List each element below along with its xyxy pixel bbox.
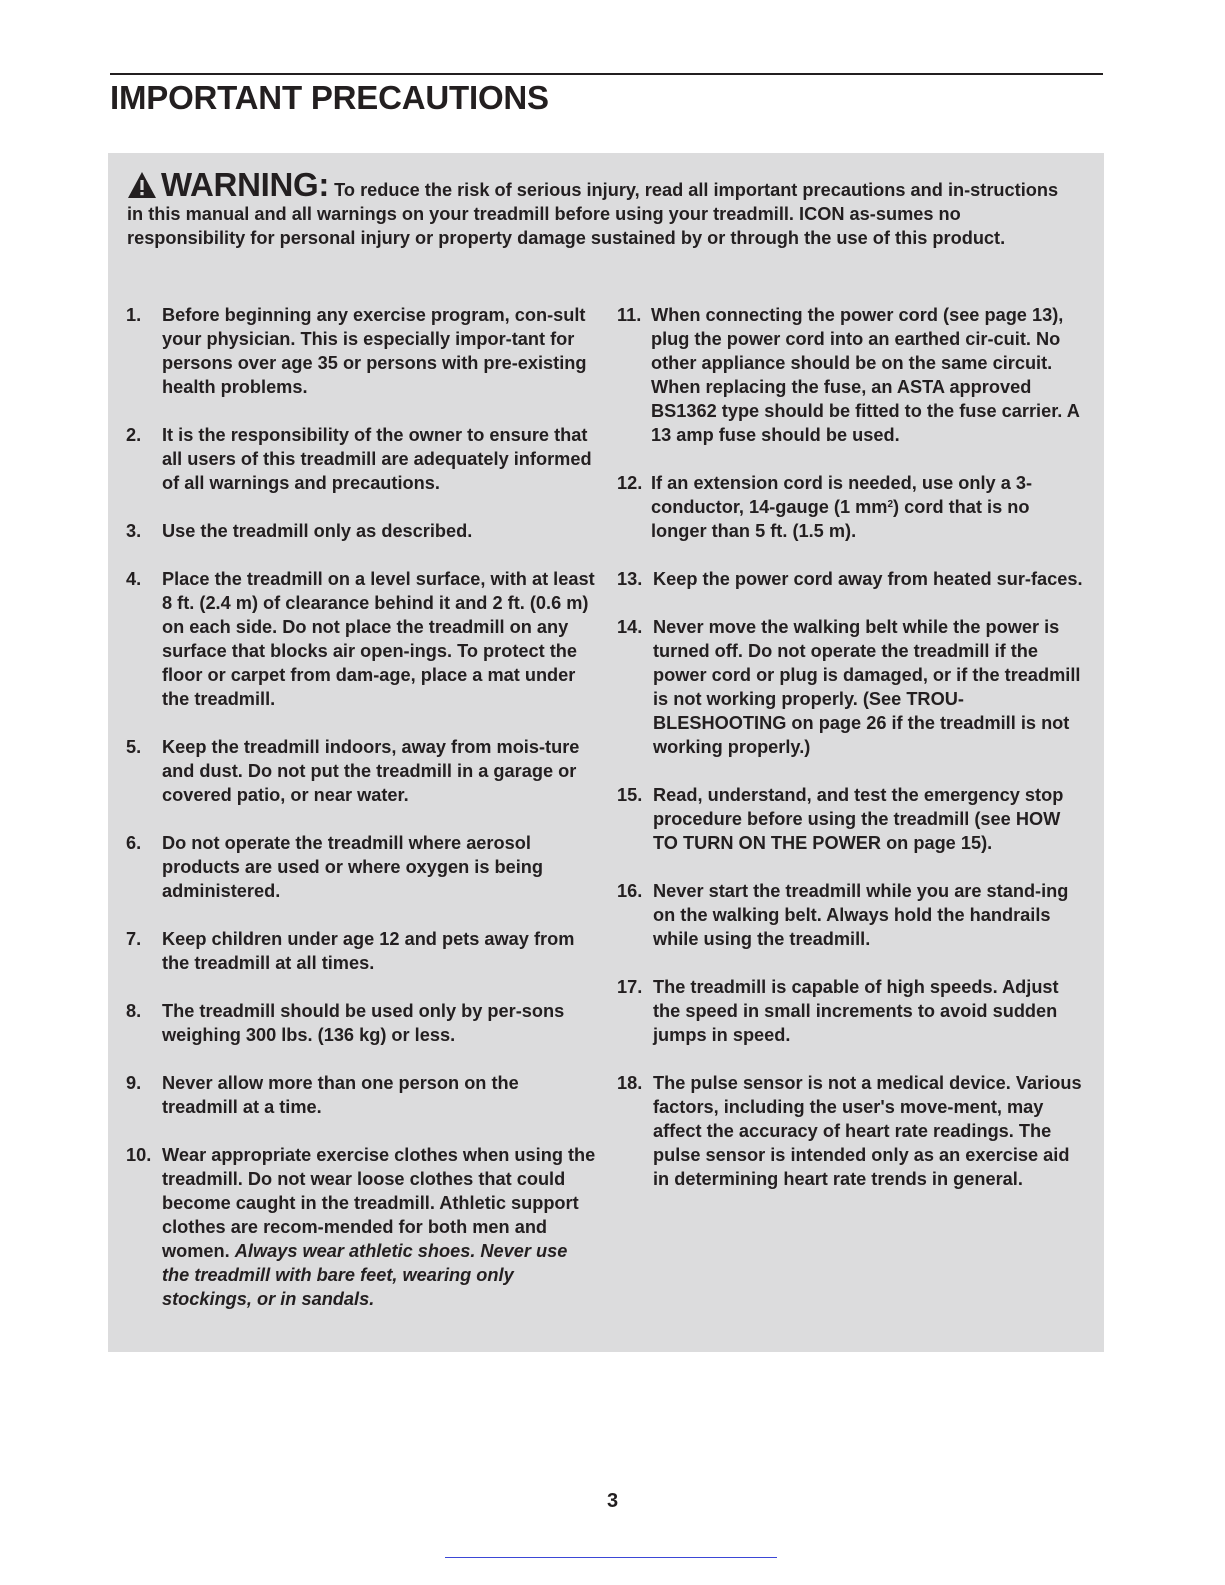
warning-label: WARNING: (161, 166, 330, 203)
item-text: Do not operate the treadmill where aerosol products are used or where oxygen is being administered. (162, 833, 544, 901)
item-text: Keep the treadmill indoors, away from mois-ture and dust. Do not put the treadmill in a garage or covered patio, or near water. (162, 737, 580, 805)
list-item (617, 783, 1087, 855)
item-number: 14. (617, 617, 643, 637)
item-number: 8. (126, 1001, 142, 1021)
item-number: 6. (126, 833, 142, 853)
list-item (126, 927, 596, 975)
list-item (617, 615, 1087, 759)
superscript: 2 (887, 499, 894, 510)
item-text-plain: Wear appropriate exercise clothes when using the treadmill. Do not wear loose clothes that could become caught in the treadmill. Athletic support clothes are recom-mended for both men and women. (162, 1145, 596, 1261)
precautions-panel (108, 153, 1104, 1352)
item-text: Never allow more than one person on the treadmill at a time. (162, 1073, 519, 1117)
item-text: The treadmill is capable of high speeds. Adjust the speed in small increments to avoid sudden jumps in speed. (653, 977, 1059, 1045)
item-text: Keep the power cord away from heated sur-faces. (653, 569, 1083, 589)
list-item (126, 423, 596, 495)
list-item (126, 999, 596, 1047)
footer-link-underline (445, 1557, 777, 1558)
list-item (126, 519, 596, 543)
warning-heading (127, 166, 329, 203)
item-number: 10. (126, 1145, 152, 1165)
warning-block (127, 166, 1079, 250)
right-column (617, 303, 1087, 1215)
item-text: When connecting the power cord (see page 13), plug the power cord into an earthed cir-cuit. No other appliance should be on the same circuit. When replacing the fuse, an ASTA approved BS1362 type should be fitted to the fuse carrier. A 13 amp fuse should be used. (651, 305, 1080, 445)
item-text-before: If an extension cord is needed, use only a 3-conductor, 14-gauge (1 mm (651, 473, 1033, 517)
list-item (617, 471, 1087, 543)
item-number: 1. (126, 305, 142, 325)
page-number: 3 (606, 1490, 619, 1512)
item-text: Place the treadmill on a level surface, with at least 8 ft. (2.4 m) of clearance behind it and 2 ft. (0.6 m) on each side. Do not place the treadmill on any surface that blocks air open-ings. To protect the floor or carpet from dam-age, place a mat under the treadmill. (162, 569, 595, 709)
item-number: 9. (126, 1073, 142, 1093)
title-rule (110, 73, 1103, 75)
item-text-emphasis: Always wear athletic shoes. Never use the treadmill with bare feet, wearing only stockings, or in sandals. (162, 1241, 568, 1309)
item-text: Keep children under age 12 and pets away from the treadmill at all times. (162, 929, 575, 973)
item-text: The treadmill should be used only by per-sons weighing 300 lbs. (136 kg) or less. (162, 1001, 565, 1045)
left-column (126, 303, 596, 1335)
list-item (617, 303, 1087, 447)
item-number: 3. (126, 521, 142, 541)
list-item (126, 567, 596, 711)
item-number: 5. (126, 737, 142, 757)
item-text: The pulse sensor is not a medical device. Various factors, including the user's move-ment, may affect the accuracy of heart rate readings. The pulse sensor is intended only as an exercise aid in determining heart rate trends in general. (653, 1073, 1082, 1189)
item-number: 16. (617, 881, 643, 901)
item-text: Read, understand, and test the emergency stop procedure before using the treadmill (see HOW TO TURN ON THE POWER on page 15). (653, 785, 1064, 853)
item-number: 18. (617, 1073, 643, 1093)
item-text: Before beginning any exercise program, con-sult your physician. This is especially impor-tant for persons over age 35 or persons with pre-existing health problems. (162, 305, 587, 397)
item-text: Use the treadmill only as described. (162, 521, 473, 541)
item-number: 4. (126, 569, 142, 589)
list-item (126, 1143, 596, 1311)
item-text: It is the responsibility of the owner to ensure that all users of this treadmill are adequately informed of all warnings and precautions. (162, 425, 592, 493)
list-item (126, 735, 596, 807)
list-item (126, 831, 596, 903)
item-number: 2. (126, 425, 142, 445)
list-item (126, 303, 596, 399)
item-number: 12. (617, 473, 643, 493)
item-number: 11. (617, 305, 642, 325)
item-text: Never start the treadmill while you are stand-ing on the walking belt. Always hold the handrails while using the treadmill. (653, 881, 1069, 949)
list-item (617, 567, 1087, 591)
warning-triangle-icon (127, 171, 157, 199)
list-item (617, 879, 1087, 951)
list-item (617, 1071, 1087, 1191)
item-number: 13. (617, 569, 643, 589)
item-number: 7. (126, 929, 142, 949)
page-title: IMPORTANT PRECAUTIONS (110, 79, 549, 116)
item-number: 15. (617, 785, 643, 805)
warning-text: To reduce the risk of serious injury, read all important precautions and in-structions in this manual and all warnings on your treadmill before using your treadmill. ICON as-sumes no responsibility for personal injury or property damage sustained by or through the use of this product. (127, 180, 1059, 248)
item-text (651, 471, 1087, 543)
item-text (162, 1143, 596, 1311)
item-text: Never move the walking belt while the power is turned off. Do not operate the treadmill if the power cord or plug is damaged, or if the treadmill is not working properly. (See TROU-BLESHOOTING on page 26 if the treadmill is not working properly.) (653, 617, 1081, 757)
list-item (617, 975, 1087, 1047)
item-text-after: ) cord that is no longer than 5 ft. (1.5 m). (651, 497, 1030, 541)
list-item (126, 1071, 596, 1119)
item-number: 17. (617, 977, 643, 997)
